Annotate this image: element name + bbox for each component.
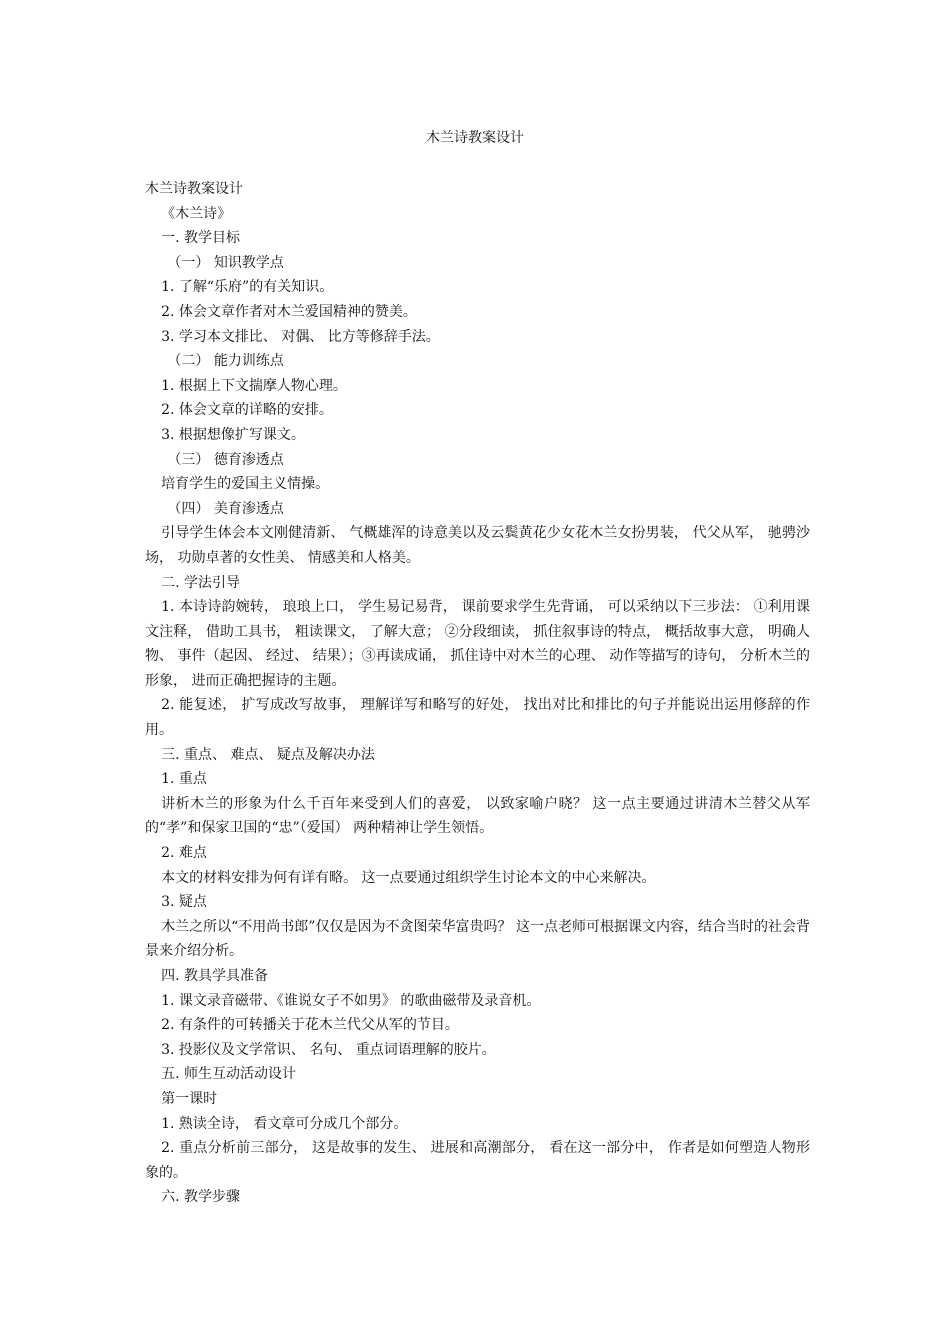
text-line: 3. 投影仪及文学常识、 名句、 重点词语理解的胶片。 — [161, 1041, 496, 1058]
text-line: 3. 疑点 — [161, 894, 207, 911]
text-line: 2. 有条件的可转播关于花木兰代父从军的节目。 — [161, 1017, 459, 1034]
text-line: （二） 能力训练点 — [167, 353, 284, 370]
text-line: 四. 教具学具准备 — [161, 968, 268, 984]
text-line: 一. 教学目标 — [161, 230, 240, 247]
text-line: 3. 根据想像扩写课文。 — [161, 426, 305, 443]
text-line: 三. 重点、 难点、 疑点及解决办法 — [161, 746, 375, 763]
text-line: 2. 体会文章的详略的安排。 — [161, 402, 333, 419]
text-line: 2. 能复述， 扩写成改写故事， 理解详写和略写的好处， 找出对比和排比的句子并能说出运用修辞的作用。 — [145, 697, 810, 739]
text-line: 讲析木兰的形象为什么千百年来受到人们的喜爱， 以致家喻户晓？ 这一点主要通过讲清木兰替父从军的“孝”和保家卫国的“忠”（爱国） 两种精神让学生领悟。 — [145, 795, 810, 837]
text-line: 培育学生的爱国主义情操。 — [161, 476, 330, 493]
text-line: 1. 熟读全诗， 看文章可分成几个部分。 — [161, 1115, 408, 1132]
text-line: 1. 根据上下文揣摩人物心理。 — [161, 377, 347, 394]
text-line: 木兰诗教案设计 — [145, 181, 243, 197]
text-line: 六. 教学步骤 — [161, 1189, 240, 1206]
text-line: 3. 学习本文排比、 对偶、 比方等修辞手法。 — [161, 328, 440, 345]
text-line: 1. 本诗诗韵婉转， 琅琅上口， 学生易记易背， 课前要求学生先背诵， 可以采纳以下三步法： ①利用课文注释， 借助工具书， 粗读课文， 了解大意； ②分段细读， 抓住叙事诗的特点， 概括故事大意， 明确人物、 事件（起因、 经过、 结果）；③再读成诵， 抓住诗中对木兰的心理、 动作等描写的诗句， 分析木兰的形象， 进而正确把握诗的主题。 — [145, 599, 810, 689]
text-line: （四） 美育渗透点 — [167, 500, 284, 517]
text-line: （一） 知识教学点 — [167, 254, 284, 271]
text-line: 《木兰诗》 — [161, 205, 232, 222]
document-body — [145, 177, 810, 1210]
text-line: 2. 体会文章作者对木兰爱国精神的赞美。 — [161, 303, 417, 320]
text-line: 2. 重点分析前三部分， 这是故事的发生、 进展和高潮部分， 看在这一部分中， 作者是如何塑造人物形象的。 — [145, 1140, 810, 1181]
text-line: 木兰之所以“不用尚书郎”仅仅是因为不贪图荣华富贵吗？ 这一点老师可根据课文内容，结合当时的社会背景来介绍分析。 — [145, 918, 810, 960]
text-line: 引导学生体会本文刚健清新、 气概雄浑的诗意美以及云鬓黄花少女花木兰女扮男装， 代父从军， 驰骋沙场， 功勋卓著的女性美、 情感美和人格美。 — [145, 525, 810, 566]
text-line: 1. 课文录音磁带、《谁说女子不如男》 的歌曲磁带及录音机。 — [161, 992, 541, 1009]
text-line: 本文的材料安排为何有详有略。 这一点要通过组织学生讨论本文的中心来解决。 — [161, 869, 656, 886]
text-line: 1. 重点 — [161, 771, 207, 788]
text-line: 2. 难点 — [161, 845, 207, 862]
text-line: 1. 了解“乐府”的有关知识。 — [161, 279, 334, 296]
text-line: （三） 德育渗透点 — [167, 451, 284, 468]
text-line: 第一课时 — [161, 1090, 218, 1107]
page-title: 木兰诗教案设计 — [426, 130, 524, 146]
text-line: 五. 师生互动活动设计 — [161, 1066, 296, 1083]
text-line: 二. 学法引导 — [161, 574, 240, 591]
